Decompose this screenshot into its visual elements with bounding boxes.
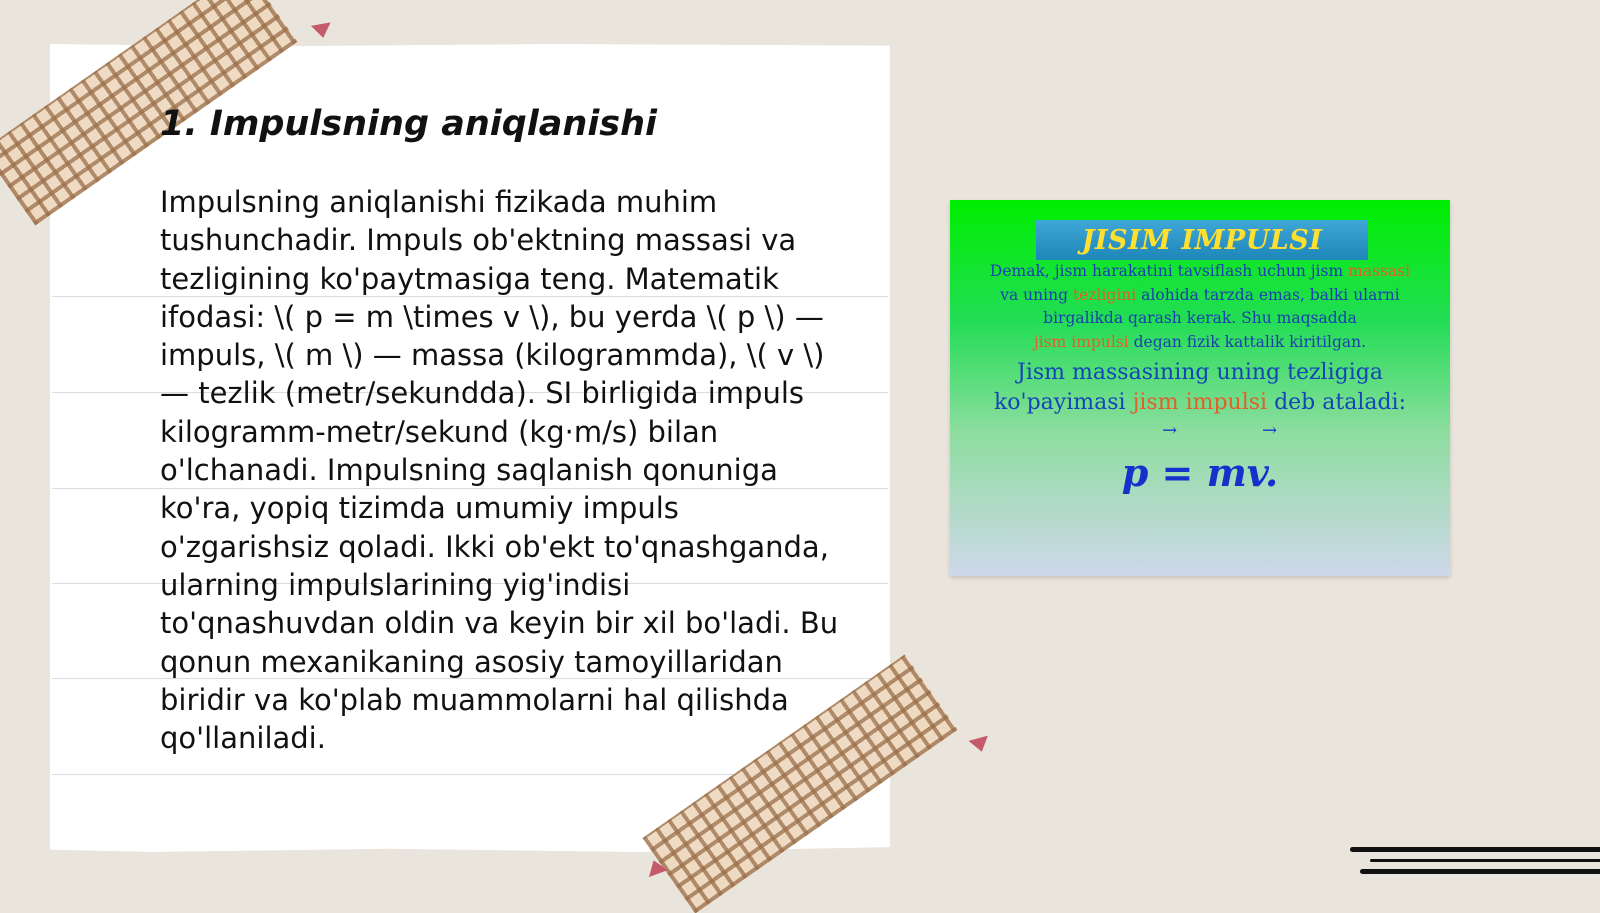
pin-icon	[969, 736, 992, 755]
image-text: Demak, jism harakatini tavsiflash uchun jism	[989, 262, 1349, 280]
slide-title: 1. Impulsning aniqlanishi	[160, 104, 658, 144]
pin-icon	[311, 22, 333, 39]
vector-arrow-icon: →	[1262, 420, 1278, 441]
image-text: va uning	[1000, 285, 1073, 304]
stripe	[1370, 859, 1600, 862]
image-text: degan fizik kattalik kiritilgan.	[1128, 332, 1367, 351]
stripe	[1360, 869, 1600, 874]
image-line	[980, 284, 1420, 308]
image-line	[980, 260, 1420, 284]
image-text: alohida tarzda emas, balki ularni	[1136, 285, 1400, 304]
stripe	[1350, 847, 1600, 852]
vector-arrow-icon: →	[1162, 420, 1178, 441]
image-highlight: tezligini	[1072, 285, 1137, 304]
impulse-formula: p = mv.	[1121, 450, 1279, 495]
vector-arrows	[950, 422, 1450, 442]
image-header: JISIM IMPULSI	[1036, 220, 1368, 260]
image-description	[980, 260, 1420, 354]
image-highlight: jism impulsi	[1033, 332, 1129, 351]
image-text: deb ataladi:	[1267, 390, 1407, 415]
image-definition-line	[980, 388, 1420, 418]
pin-icon	[644, 857, 668, 877]
image-definition-line: Jism massasining uning tezligiga	[1017, 360, 1383, 385]
image-highlight: jism impulsi	[1132, 390, 1268, 415]
slide-body-text: Impulsning aniqlanishi fizikada muhim tushunchadir. Impuls ob'ektning massasi va tezligining ko'paytmasiga teng. Matematik ifodasi: \( p = m \times v \), bu yerda \( p \) — impuls, \( m \) — massa (kilogrammda), \( v \) — tezlik (metr/sekundda). SI birligida impuls kilogramm-metr/sekund (kg·m/s) bilan o'lchanadi. Impulsning saqlanish qonuniga ko'ra, yopiq tizimda umumiy impuls o'zgarishsiz qoladi. Ikki ob'ekt to'qnashganda, ularning impulslarining yig'indisi to'qnashuvdan oldin va keyin bir xil bo'ladi. Bu qonun mexanikaning asosiy tamoyillaridan biridir va ko'plab muammolarni hal qilishda qo'llaniladi.	[160, 185, 839, 756]
image-line	[980, 307, 1420, 331]
jism-impulsi-image	[950, 200, 1450, 576]
image-text: birgalikda qarash kerak. Shu maqsadda	[1043, 309, 1357, 327]
image-line	[980, 331, 1420, 355]
decorative-stripes	[1350, 847, 1600, 897]
image-text: ko'payimasi	[993, 390, 1133, 415]
image-definition	[980, 358, 1420, 418]
image-highlight: massasi	[1348, 262, 1411, 280]
